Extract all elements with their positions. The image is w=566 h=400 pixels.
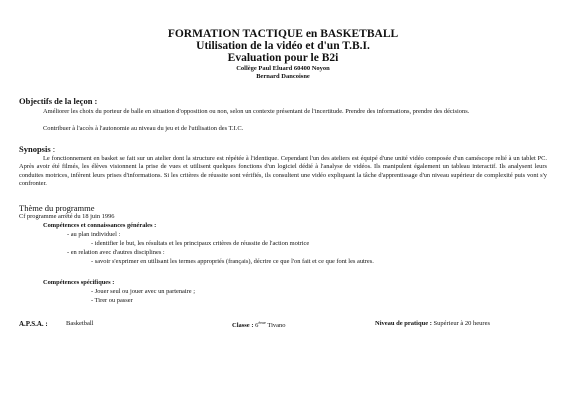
school-name: Collège Paul Eluard 60400 Noyon — [236, 65, 330, 72]
classe-row — [232, 320, 286, 329]
savoir-exprimer-line: - savoir s'exprimer en utilisant les termes appropriés (français), décrire ce que l'on fait et ce que font les autres. — [91, 258, 374, 265]
apsa-row — [19, 320, 48, 328]
classe-label: Classe : — [232, 322, 254, 329]
apsa-label: A.P.S.A. : — [19, 320, 48, 328]
classe-superscript: ème — [258, 320, 266, 325]
objectifs-paragraph-2: Contribuer à l'accès à l'autonomie au niveau du jeu et de l'utilisation des T.I.C. — [43, 125, 244, 132]
competences-generales-heading: Compétences et connaissances générales : — [43, 222, 157, 229]
programme-reference: Cf programme arrêté du 18 juin 1996 — [19, 213, 115, 220]
competences-specifiques-heading: Compétences spécifiques : — [43, 279, 115, 286]
niveau-value: Supérieur à 20 heures — [433, 320, 490, 327]
specifique-item-2: - Tirer ou passer — [91, 297, 133, 304]
identifier-but-line: - identifier le but, les résultats et les principaux critères de réussite de l'action motrice — [91, 240, 310, 247]
synopsis-heading — [19, 144, 55, 154]
synopsis-heading-colon: : — [50, 144, 56, 154]
classe-number: 6 — [255, 322, 259, 329]
document-subtitle: Utilisation de la vidéo et d'un T.B.I. — [196, 40, 370, 52]
theme-heading: Thème du programme — [19, 203, 95, 213]
objectifs-paragraph-1: Améliorer les choix du porteur de balle en situation d'opposition ou non, selon un contexte présentant de l'incertitude. Prendre des informations, prendre des décisions. — [43, 108, 470, 115]
autres-disciplines-line: - en relation avec d'autres disciplines : — [67, 249, 165, 256]
specifique-item-1: - Jouer seul ou jouer avec un partenaire ; — [91, 288, 195, 295]
apsa-value: Basketball — [66, 320, 94, 327]
objectifs-heading: Objectifs de la leçon : — [19, 96, 98, 106]
author-name: Bernard Dancoisne — [256, 73, 310, 80]
synopsis-paragraph: Le fonctionnement en basket se fait sur un atelier dont la structure est répétée à l'identique. Cependant l'un des ateliers est équipé d'une unité vidéo composée d'un caméscope relié à un tablet PC. Après avoir été filmés, les élèves visionnent la prise de vues et utilisent quelques fonctions d'un logiciel dédié à l'analyse de vidéos. Ils manipulent également un tableau interactif. Ils analysent leurs conduites motrices, infèrent leurs prises d'informations. Si les critères de réussite sont vérifiés, ils consultent une vidéo expliquant la tâche d'apprentissage d'un niveau supérieur de complexité puis vont s'y confronter. — [19, 155, 547, 188]
document-title: FORMATION TACTIQUE en BASKETBALL — [167, 28, 399, 40]
niveau-row — [375, 320, 490, 327]
evaluation-title: Evaluation pour le B2i — [227, 52, 339, 64]
classe-name: Tivano — [267, 322, 286, 329]
synopsis-heading-text: Synopsis — [19, 144, 51, 154]
plan-individuel-line: - au plan individuel : — [67, 231, 121, 238]
niveau-label: Niveau de pratique : — [375, 320, 432, 327]
